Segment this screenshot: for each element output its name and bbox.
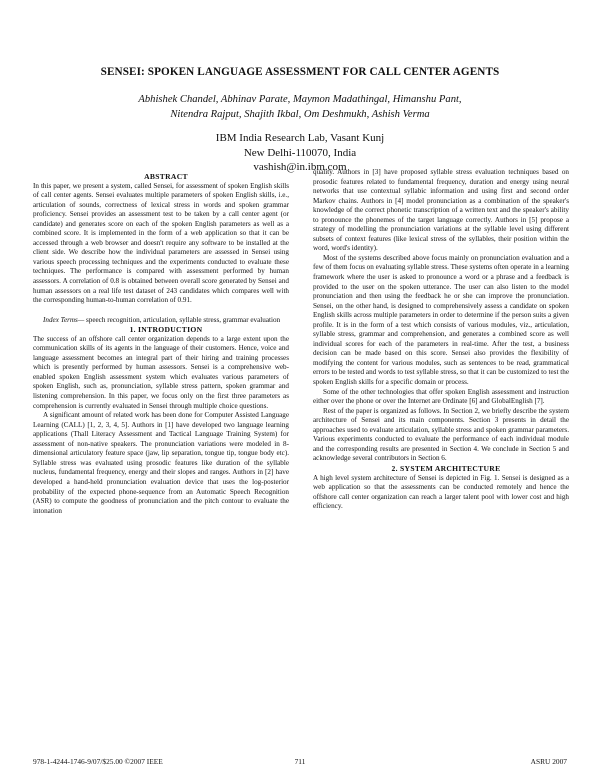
paper-title: SENSEI: SPOKEN LANGUAGE ASSESSMENT FOR CALL CENTER AGENTS <box>100 66 500 78</box>
abstract-heading: ABSTRACT <box>144 172 188 181</box>
abstract-text: In this paper, we present a system, called Sensei, for assessment of spoken English skills of call center agents. Sensei evaluates multiple parameters of spoken English skills, i.e., articulation of sounds, correctness of lexical stress in words and spoken grammar proficiency. Sensei provides an assessment test to be taken by a call center agent (or candidate) and generates score on each of the spoken English parameters as well as a combined score. It is implemented in the form of a web application so that it can be accessed through a web browser and doesn't require any software to be installed at the client side. We describe how the individual parameters are assessed in Sensei using various speech processing techniques and the experiments conducted to evaluate these techniques. The performance is compared with assessment performed by human assessors. A correlation of 0.8 is obtained between overall score generated by Sensei and human assessors on a real life test dataset of 243 candidates which compares well with the corresponding human-to-human correlation of 0.91. <box>33 181 289 305</box>
affiliation-email: vashish@in.ibm.com <box>253 161 347 173</box>
system-architecture-heading: 2. SYSTEM ARCHITECTURE <box>391 463 501 473</box>
copyright-footer: 978-1-4244-1746-9/07/$25.00 ©2007 IEEE <box>33 757 163 766</box>
intro-heading: 1. INTRODUCTION <box>129 325 203 335</box>
intro-paragraph-2: A significant amount of related work has been done for Computer Assisted Language Learning (CALL) [1, 2, 3, 4, 5]. Authors in [1] have developed two language learning applications (Thall Literacy Assessment and Tactical Language Training System) for assessment of non-native speakers. The pronunciation variations were modeled in 8-dimensional articulatory feature space (jaw, lip separation, tongue tip, tongue body etc). Syllable stress was evaluated using prosodic features like duration of the syllable nucleus, fundamental frequency, energy and their slopes and ranges. Authors in [2] have developed a hand-held pronunciation evaluation device that uses the log-posterior probability of the expected phone-sequence from an Automatic Speech Recognition (ASR) to compute the goodness of pronunciation and the pitch contour to evaluate the intonation <box>33 411 289 515</box>
right-column <box>313 168 569 512</box>
affiliation-lab: IBM India Research Lab, Vasant Kunj <box>215 132 385 144</box>
authors-line-2: Nitendra Rajput, Shajith Ikbal, Om Deshmukh, Ashish Verma <box>170 109 430 120</box>
related-work-paragraph: quality. Authors in [3] have proposed syllable stress evaluation techniques based on prosodic features related to fundamental frequency, duration and energy using neural networks that use contextual syllabic information and using first and second order Markov chains. Authors in [4] model pronunciation as a combination of the speaker's knowledge of the correct phonetic transcription of a written text and the speaker's ability to pronounce the phonemes of the target language correctly. Authors in [5] propose a strategy of modelling the pronunciation variations at the syllable level using different subsets of context features (like lexical stress of the syllables, their position within the word, word's identity). <box>313 168 569 253</box>
systems-paragraph: Most of the systems described above focus mainly on pronunciation evaluation and a few of them focus on evaluating syllable stress. These systems often operate in a learning framework where the user is asked to pronounce a word or a phrase and a feedback is provided to the user on the spoken utterance. The user can also listen to the model pronunciation and then using the feedback he or she can improve the pronunciation. Sensei, on the other hand, is designed to comprehensively assess a candidate on spoken English skills across multiple parameters in order to determine if the person suits a given profile. It is in the form of a test which consists of various modules, viz., articulation, syllable stress, grammar and comprehension, and generates a combined score as well individual scores for each of the parameters in real-time. After the test, a business decision can be made based on this score. Sensei also provides the flexibility of modifying the content for various modules, such as sentences to be read, grammatical errors to be tested and words to test syllable stress, so that it can be customized to test the spoken English skills for a specific domain or process. <box>313 253 569 387</box>
architecture-paragraph: A high level system architecture of Sensei is depicted in Fig. 1. Sensei is designed as a web application so that the assessments can be conducted remotely and hence the offshore call center organization can reach a larger talent pool with lower cost and high efficiency. <box>313 473 569 511</box>
affiliation-city: New Delhi-110070, India <box>243 146 357 159</box>
organization-paragraph: Rest of the paper is organized as follows. In Section 2, we briefly describe the system architecture of Sensei and its main components. Section 3 presents in detail the approaches used to evaluate articulation, syllable stress and spoken grammar parameters. Various experiments conducted to evaluate the performance of each individual module and the corresponding results are presented in Section 4. We conclude in Section 5 and acknowledge several contributors in Section 6. <box>313 406 569 463</box>
conference-footer: ASRU 2007 <box>530 757 567 766</box>
index-terms-label: Index Terms— <box>43 315 85 324</box>
intro-paragraph-1: The success of an offshore call center organization depends to a large extent upon the communication skills of its agents in the language of their customers. Hence, voice and language assessment becomes an integral part of their hiring and training processes which is presently performed by human assessors. Sensei is a comprehensive web-enabled spoken English assessment system which evaluates various parameters of spoken English, such as, pronunciation, syllable stress pattern, spoken grammar and listening comprehension. In this paper, we focus only on the first three parameters as comprehension is currently evaluated in Sensei through multiple choice questions. <box>33 334 289 410</box>
authors-line-1: Abhishek Chandel, Abhinav Parate, Maymon Madathingal, Himanshu Pant, <box>138 94 462 105</box>
left-column <box>33 172 289 516</box>
author-list <box>0 92 600 122</box>
page-number: 711 <box>294 757 306 766</box>
index-terms <box>33 316 289 326</box>
other-technologies-paragraph: Some of the other technologies that offer spoken English assessment and instruction either over the phone or over the Internet are Ordinate [6] and GlobalEnglish [7]. <box>313 387 569 406</box>
index-terms-text: speech recognition, articulation, syllable stress, grammar evaluation <box>84 315 281 324</box>
